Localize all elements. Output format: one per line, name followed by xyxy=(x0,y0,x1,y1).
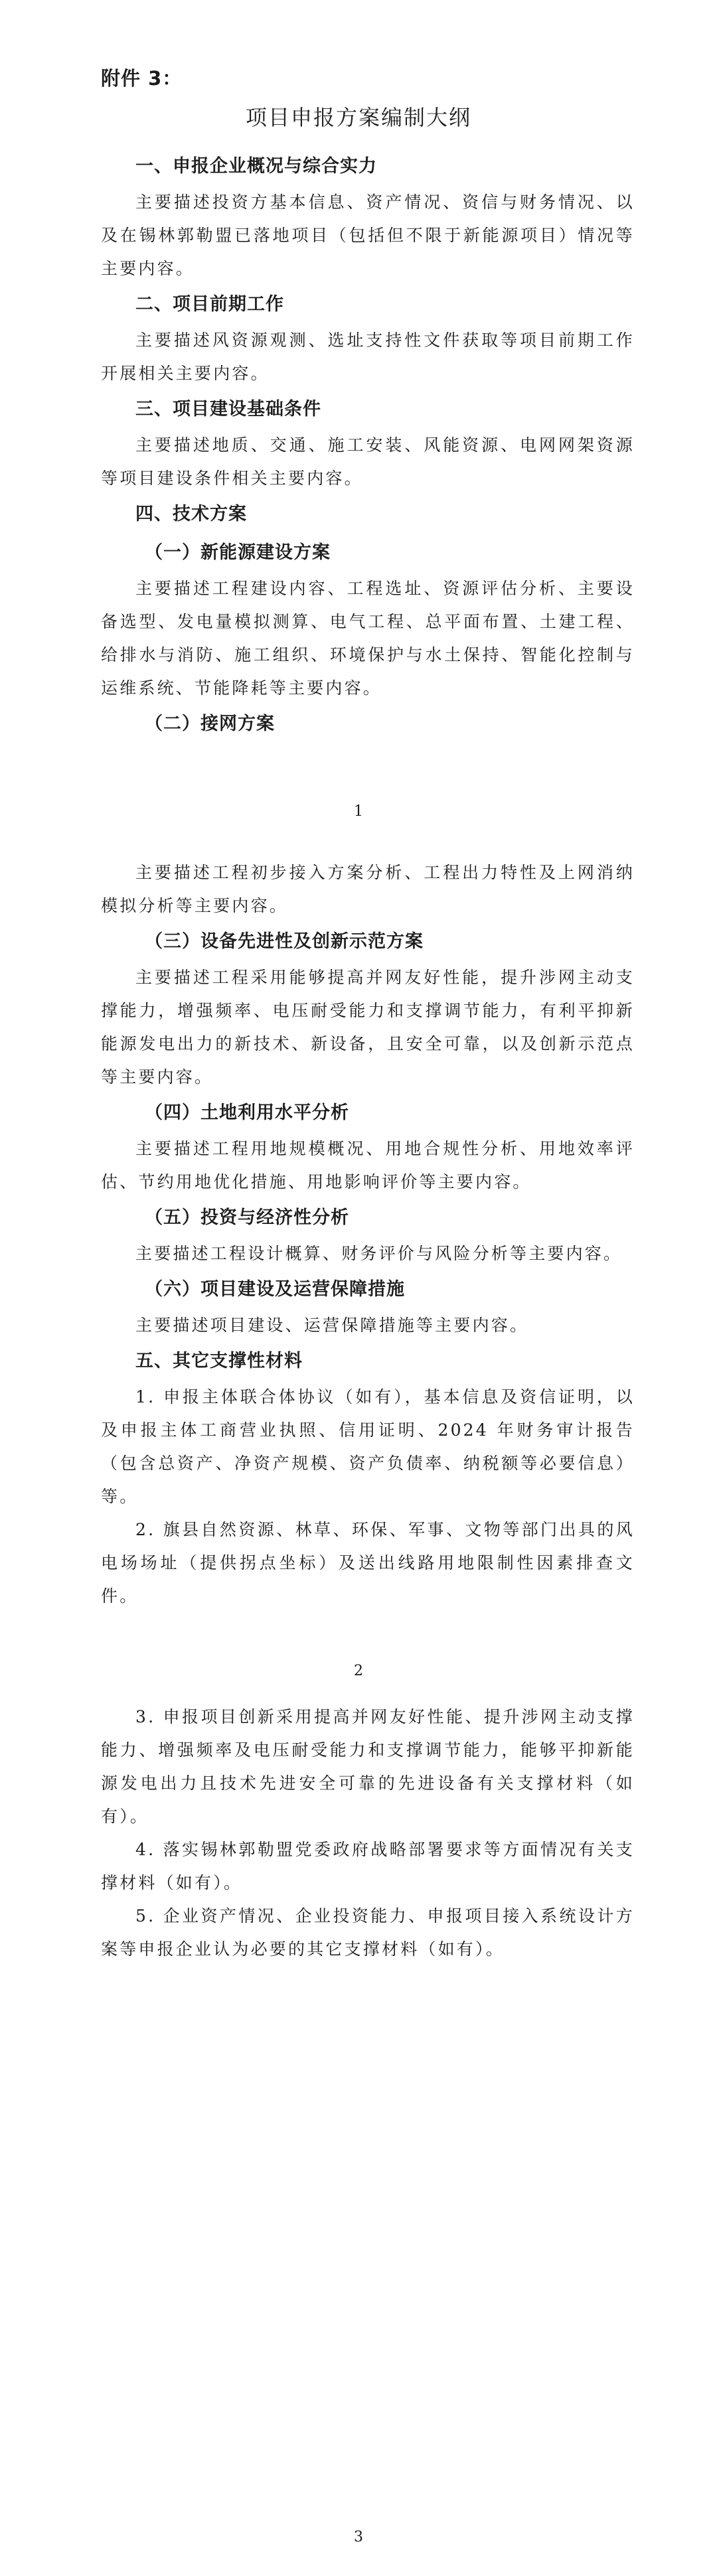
subsection-4-3-text: 主要描述工程采用能够提高并网友好性能，提升涉网主动支撑能力，增强频率、电压耐受能力和支撑调节能力，有利平抑新能源发电出力的新技术、新设备，且安全可靠，以及创新示范点等主要内容。 xyxy=(101,968,635,1087)
section-2-text: 主要描述风资源观测、选址支持性文件获取等项目前期工作开展相关主要内容。 xyxy=(101,331,635,383)
list-item-1: 1. 申报主体联合体协议（如有），基本信息及资信证明，以及申报主体工商营业执照、信用证明、2024 年财务审计报告（包含总资产、净资产规模、资产负债率、纳税额等必要信息）等。 xyxy=(101,1387,635,1506)
list-item-4: 4. 落实锡林郭勒盟党委政府战略部署要求等方面情况有关支撑材料（如有）。 xyxy=(101,1840,635,1892)
page-number: 3 xyxy=(354,2529,363,2545)
page-1 xyxy=(0,0,717,836)
page-number: 1 xyxy=(354,803,363,820)
page-2-content xyxy=(101,856,635,1613)
list-item-5: 5. 企业资产情况、企业投资能力、申报项目接入系统设计方案等申报企业认为必要的其它支撑材料（如有）。 xyxy=(101,1906,635,1959)
subsection-4-3-heading: （三）设备先进性及创新示范方案 xyxy=(145,931,424,952)
subsection-4-6-text: 主要描述项目建设、运营保障措施等主要内容。 xyxy=(135,1316,529,1335)
subsection-4-2-text: 主要描述工程初步接入方案分析、工程出力特性及上网消纳模拟分析等主要内容。 xyxy=(101,863,635,915)
section-3-text: 主要描述地质、交通、施工安装、风能资源、电网网架资源等项目建设条件相关主要内容。 xyxy=(101,435,635,488)
annex-label: 附件 3： xyxy=(101,67,183,90)
subsection-4-1-heading: （一）新能源建设方案 xyxy=(145,542,331,563)
section-4-heading: 四、技术方案 xyxy=(135,504,247,524)
page-number: 2 xyxy=(354,1663,363,1679)
subsection-4-4-heading: （四）土地利用水平分析 xyxy=(145,1102,349,1123)
page-2 xyxy=(0,836,717,1699)
list-item-3: 3. 申报项目创新采用提高并网友好性能、提升涉网主动支撑能力、增强频率及电压耐受能力和支撑调节能力，能够平抑新能源发电出力且技术先进安全可靠的先进设备有关支撑材料（如有）。 xyxy=(101,1707,635,1826)
subsection-4-4-text: 主要描述工程用地规模概况、用地合规性分析、用地效率评估、节约用地优化措施、用地影响评价等主要内容。 xyxy=(101,1139,635,1191)
section-3-heading: 三、项目建设基础条件 xyxy=(135,399,321,419)
subsection-4-6-heading: （六）项目建设及运营保障措施 xyxy=(145,1279,405,1300)
list-item-2: 2. 旗县自然资源、林草、环保、军事、文物等部门出具的风电场场址（提供拐点坐标）及送出线路用地限制性因素排查文件。 xyxy=(101,1520,635,1606)
document-title: 项目申报方案编制大纲 xyxy=(245,105,471,130)
section-1-heading: 一、申报企业概况与综合实力 xyxy=(135,156,377,177)
section-5-heading: 五、其它支撑性材料 xyxy=(135,1351,303,1371)
page-3 xyxy=(0,1699,717,2576)
section-1-text: 主要描述投资方基本信息、资产情况、资信与财务情况、以及在锡林郭勒盟已落地项目（包括但不限于新能源项目）情况等主要内容。 xyxy=(101,192,635,278)
page-3-content xyxy=(101,1701,635,1966)
section-2-heading: 二、项目前期工作 xyxy=(135,294,284,315)
subsection-4-1-text: 主要描述工程建设内容、工程选址、资源评估分析、主要设备选型、发电量模拟测算、电气工程、总平面布置、土建工程、给排水与消防、施工组织、环境保护与水土保持、智能化控制与运维系统、节能降耗等主要内容。 xyxy=(101,579,635,698)
subsection-4-5-text: 主要描述工程设计概算、财务评价与风险分析等主要内容。 xyxy=(135,1244,623,1263)
subsection-4-2-heading: （二）接网方案 xyxy=(145,714,275,734)
subsection-4-5-heading: （五）投资与经济性分析 xyxy=(145,1207,349,1228)
page-1-content xyxy=(101,147,635,743)
